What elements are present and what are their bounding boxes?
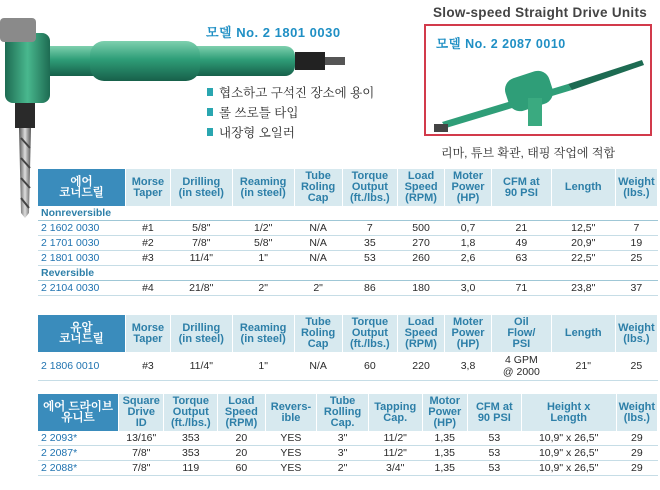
- column-header: Moter Power (HP): [445, 169, 492, 206]
- air-drive-unit-table: [38, 394, 658, 476]
- column-header: Weight (lbs.): [616, 394, 657, 431]
- column-header: Moter Power (HP): [445, 315, 492, 352]
- feature-item: 내장형 오일러: [207, 122, 374, 142]
- table-row: 2 1602 0030 #1 5/8" 1/2" N/A 7 500 0,7 21 12,5" 7: [38, 221, 658, 236]
- bullet-icon: [207, 108, 213, 116]
- column-header: Drilling (in steel): [170, 315, 232, 352]
- table-header-row: [38, 169, 658, 206]
- feature-list: [207, 82, 374, 142]
- table-corner-label: 유압 코너드릴: [38, 315, 126, 352]
- table-corner-label: 에어 드라이브 유니트: [38, 394, 119, 431]
- column-header: Tube Roling Cap: [294, 315, 342, 352]
- bullet-icon: [207, 88, 213, 96]
- slow-speed-title: Slow-speed Straight Drive Units: [433, 5, 648, 20]
- group-heading-row: Reversible: [38, 266, 658, 281]
- column-header: Weight (lbs.): [615, 315, 657, 352]
- table-header-row: [38, 315, 658, 352]
- column-header: Torque Output (ft./lbs.): [164, 394, 218, 431]
- feature-item: 롤 쓰로틀 타입: [207, 102, 374, 122]
- feature-item: 협소하고 구석진 장소에 용이: [207, 82, 374, 102]
- column-header: Morse Taper: [126, 315, 171, 352]
- column-header: Tapping Cap.: [368, 394, 422, 431]
- slow-model-number: 모델 No. 2 2087 0010: [436, 37, 566, 51]
- air-corner-drill-table: [38, 169, 658, 296]
- group-heading-row: Nonreversible: [38, 206, 658, 221]
- column-header: Weight (lbs.): [615, 169, 657, 206]
- table-row: 2 2093* 13/16" 353 20 YES 3" 11/2" 1,35 53 10,9" x 26,5" 29: [38, 431, 658, 446]
- straight-drive-unit-image: [428, 54, 652, 134]
- column-header: Tube Rolling Cap.: [317, 394, 369, 431]
- hydraulic-corner-drill-table: [38, 315, 658, 381]
- column-header: Motor Power (HP): [422, 394, 467, 431]
- table-row: 2 1701 0030 #2 7/8" 5/8" N/A 35 270 1,8 49 20,9" 19: [38, 236, 658, 251]
- table-row: 2 2088* 7/8" 119 60 YES 2" 3/4" 1,35 53 10,9" x 26,5" 29: [38, 461, 658, 476]
- column-header: CFM at 90 PSI: [492, 169, 552, 206]
- column-header: Load Speed (RPM): [398, 169, 445, 206]
- column-header: Reaming (in steel): [232, 315, 294, 352]
- slow-speed-caption: 리마, 튜브 확관, 태핑 작업에 적합: [441, 146, 616, 160]
- column-header: Tube Roling Cap: [294, 169, 342, 206]
- column-header: Height x Length: [521, 394, 616, 431]
- column-header: Oil Flow/ PSI: [492, 315, 552, 352]
- table-row: 2 1806 0010 #3 11/4" 1" N/A 60 220 3,8 4 GPM @ 2000 21" 25: [38, 352, 658, 380]
- table-header-row: [38, 394, 658, 431]
- slow-speed-unit-frame: [424, 24, 652, 136]
- table-row: 2 2104 0030 #4 21/8" 2" 2" 86 180 3,0 71 23,8" 37: [38, 281, 658, 296]
- column-header: Square Drive ID: [119, 394, 164, 431]
- column-header: Torque Output (ft./lbs.): [342, 169, 397, 206]
- table-corner-label: 에어 코너드릴: [38, 169, 126, 206]
- main-model-number: 모델 No. 2 1801 0030: [206, 25, 341, 40]
- column-header: Drilling (in steel): [170, 169, 232, 206]
- column-header: Revers- ible: [265, 394, 317, 431]
- column-header: Reaming (in steel): [232, 169, 294, 206]
- column-header: Morse Taper: [126, 169, 171, 206]
- table-row: 2 2087* 7/8" 353 20 YES 3" 11/2" 1,35 53 10,9" x 26,5" 29: [38, 446, 658, 461]
- bullet-icon: [207, 128, 213, 136]
- column-header: Load Speed (RPM): [398, 315, 445, 352]
- column-header: Length: [551, 315, 615, 352]
- column-header: Torque Output (ft./lbs.): [342, 315, 397, 352]
- column-header: CFM at 90 PSI: [467, 394, 521, 431]
- column-header: Load Speed (RPM): [218, 394, 265, 431]
- column-header: Length: [551, 169, 615, 206]
- table-row: 2 1801 0030 #3 11/4" 1" N/A 53 260 2,6 63 22,5" 25: [38, 251, 658, 266]
